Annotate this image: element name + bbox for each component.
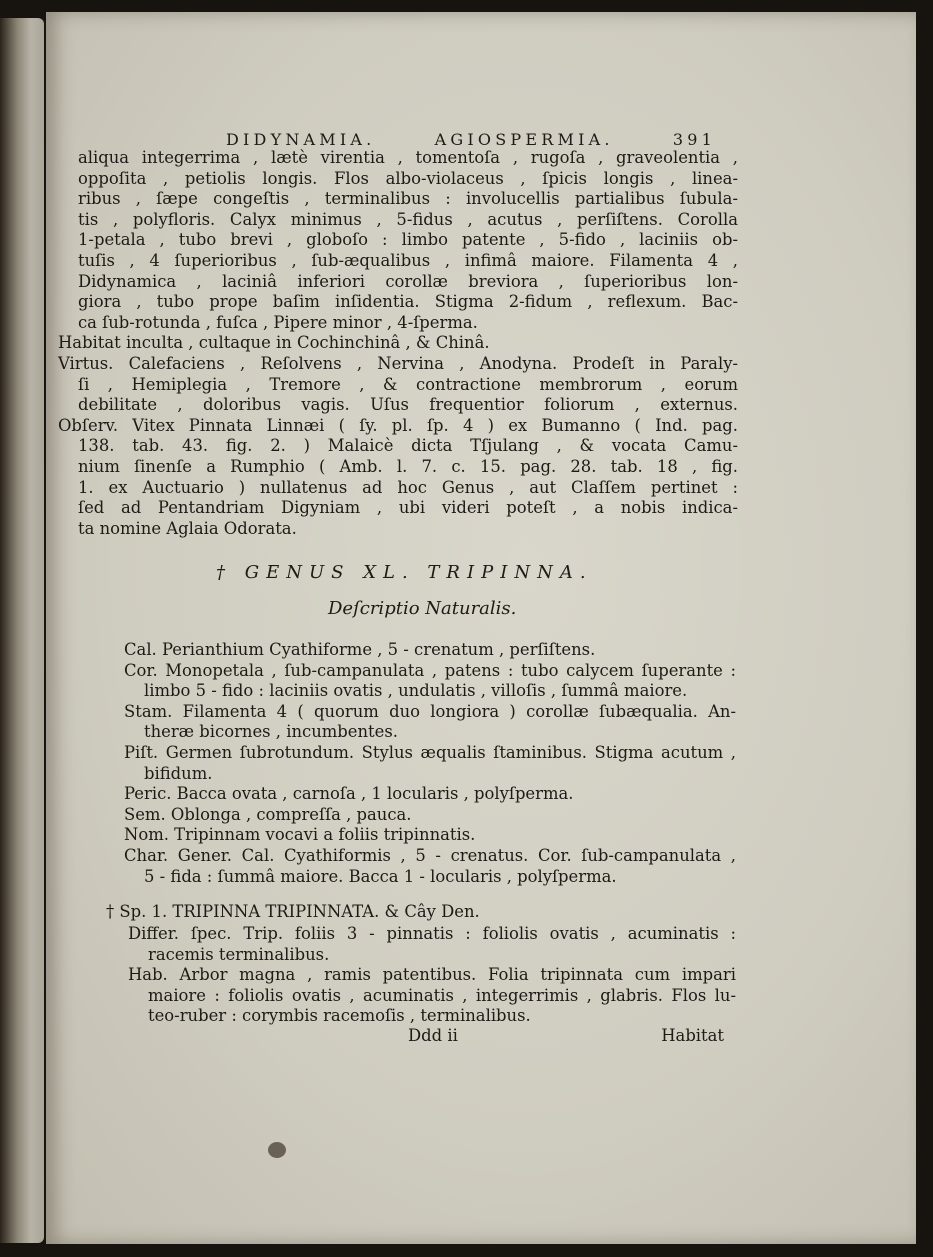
text-line: ta nomine Aglaia Odorata. bbox=[78, 518, 297, 538]
text-line: teo-ruber : corymbis racemoſis , terminalibus. bbox=[148, 1006, 531, 1026]
text-line: oppoſita , petiolis longis. Flos albo-violaceus , ſpicis longis , linea- bbox=[78, 168, 738, 188]
text-line: 1. ex Auctuario ) nullatenus ad hoc Genus , aut Claſſem pertinet : bbox=[78, 477, 738, 497]
nomen-line: Nom. Tripinnam vocavi a foliis tripinnatis. bbox=[124, 825, 476, 845]
text-line: debilitate , doloribus vagis. Uſus frequentior foliorum , externus. bbox=[78, 395, 738, 415]
text-line: nium ſinenſe a Rumphio ( Amb. l. 7. c. 15. pag. 28. tab. 18 , fig. bbox=[78, 456, 738, 476]
running-head-right: AGIOSPERMIA. bbox=[434, 130, 614, 149]
description-heading: Deſcriptio Naturalis. bbox=[328, 598, 517, 619]
text-line: giora , tubo prope baſim inſidentia. Stigma 2-fidum , reflexum. Bac- bbox=[78, 292, 738, 312]
observ-line: Obſerv. Vitex Pinnata Linnæi ( ſy. pl. ſp. 4 ) ex Bumanno ( Ind. pag. bbox=[58, 415, 738, 435]
page-footer bbox=[408, 1026, 724, 1045]
signature-mark: Ddd ii bbox=[408, 1026, 458, 1045]
species-text bbox=[128, 924, 736, 1027]
pistil-line: Piſt. Germen ſubrotundum. Stylus æqualis ſtaminibus. Stigma acutum , bbox=[124, 742, 736, 762]
text-line: tuſis , 4 ſuperioribus , ſub-æqualibus , infimâ maiore. Filamenta 4 , bbox=[78, 250, 738, 270]
habitus-line: Hab. Arbor magna , ramis patentibus. Folia tripinnata cum impari bbox=[128, 965, 736, 985]
text-line: 1-petala , tubo brevi , globoſo : limbo patente , 5-fido , laciniis ob- bbox=[78, 230, 738, 250]
pericarp-line: Peric. Bacca ovata , carnoſa , 1 locularis , polyſperma. bbox=[124, 784, 574, 804]
descriptio-block bbox=[124, 640, 736, 887]
semen-line: Sem. Oblonga , compreſſa , pauca. bbox=[124, 804, 412, 824]
text-line: ſed ad Pentandriam Digyniam , ubi videri poteſt , a nobis indica- bbox=[78, 498, 738, 518]
text-line: aliqua integerrima , lætè virentia , tomentoſa , rugoſa , graveolentia , bbox=[78, 148, 738, 167]
facing-page-edge bbox=[0, 18, 44, 1243]
running-head-left: DIDYNAMIA. bbox=[226, 130, 376, 149]
text-line: ſi , Hemiplegia , Tremore , & contractione membrorum , eorum bbox=[78, 374, 738, 394]
top-paragraphs bbox=[58, 148, 738, 539]
corolla-line: Cor. Monopetala , ſub-campanulata , patens : tubo calycem ſuperante : bbox=[124, 660, 736, 680]
text-line: 138. tab. 43. fig. 2. ) Malaicè dicta Tſjulang , & vocata Camu- bbox=[78, 436, 738, 456]
page-number: 391 bbox=[672, 130, 716, 149]
text-line: ribus , ſæpe congeſtis , terminalibus : involucellis partialibus ſubula- bbox=[78, 189, 738, 209]
catchword: Habitat bbox=[661, 1026, 724, 1045]
text-line: Didynamica , laciniâ inferiori corollæ breviora , ſuperioribus lon- bbox=[78, 271, 738, 291]
text-line: racemis terminalibus. bbox=[148, 944, 330, 964]
stamen-line: Stam. Filamenta 4 ( quorum duo longiora ) corollæ ſubæqualia. An- bbox=[124, 701, 736, 721]
calyx-line: Cal. Perianthium Cyathiforme , 5 - crenatum , perſiſtens. bbox=[124, 640, 596, 659]
running-head bbox=[226, 130, 716, 149]
differentia-line: Differ. ſpec. Trip. foliis 3 - pinnatis : foliolis ovatis , acuminatis : bbox=[128, 924, 736, 943]
text-line: ca ſub-rotunda , fuſca , Pipere minor , 4-ſperma. bbox=[78, 312, 478, 332]
text-line: theræ bicornes , incumbentes. bbox=[144, 722, 398, 742]
text-line: bifidum. bbox=[144, 763, 213, 783]
text-line: limbo 5 - fido : laciniis ovatis , undulatis , villoſis , ſummâ maiore. bbox=[144, 681, 688, 701]
text-line: 5 - fida : ſummâ maiore. Bacca 1 - locularis , polyſperma. bbox=[144, 866, 617, 886]
habitat-line: Habitat inculta , cultaque in Cochinchinâ , & Chinâ. bbox=[58, 333, 490, 353]
character-line: Char. Gener. Cal. Cyathiformis , 5 - crenatus. Cor. ſub-campanulata , bbox=[124, 845, 736, 865]
text-line: tis , polyfloris. Calyx minimus , 5-fidus , acutus , perſiſtens. Corolla bbox=[78, 209, 738, 229]
text-line: maiore : foliolis ovatis , acuminatis , integerrimis , glabris. Flos lu- bbox=[148, 985, 736, 1005]
species-heading: † Sp. 1. TRIPINNA TRIPINNATA. & Cây Den. bbox=[106, 902, 480, 921]
genus-heading: † GENUS XL. TRIPINNA. bbox=[216, 562, 593, 583]
species-block bbox=[106, 902, 736, 923]
virtus-line: Virtus. Calefaciens , Reſolvens , Nervina , Anodyna. Prodeſt in Paraly- bbox=[58, 353, 738, 373]
ink-blot bbox=[268, 1142, 286, 1158]
